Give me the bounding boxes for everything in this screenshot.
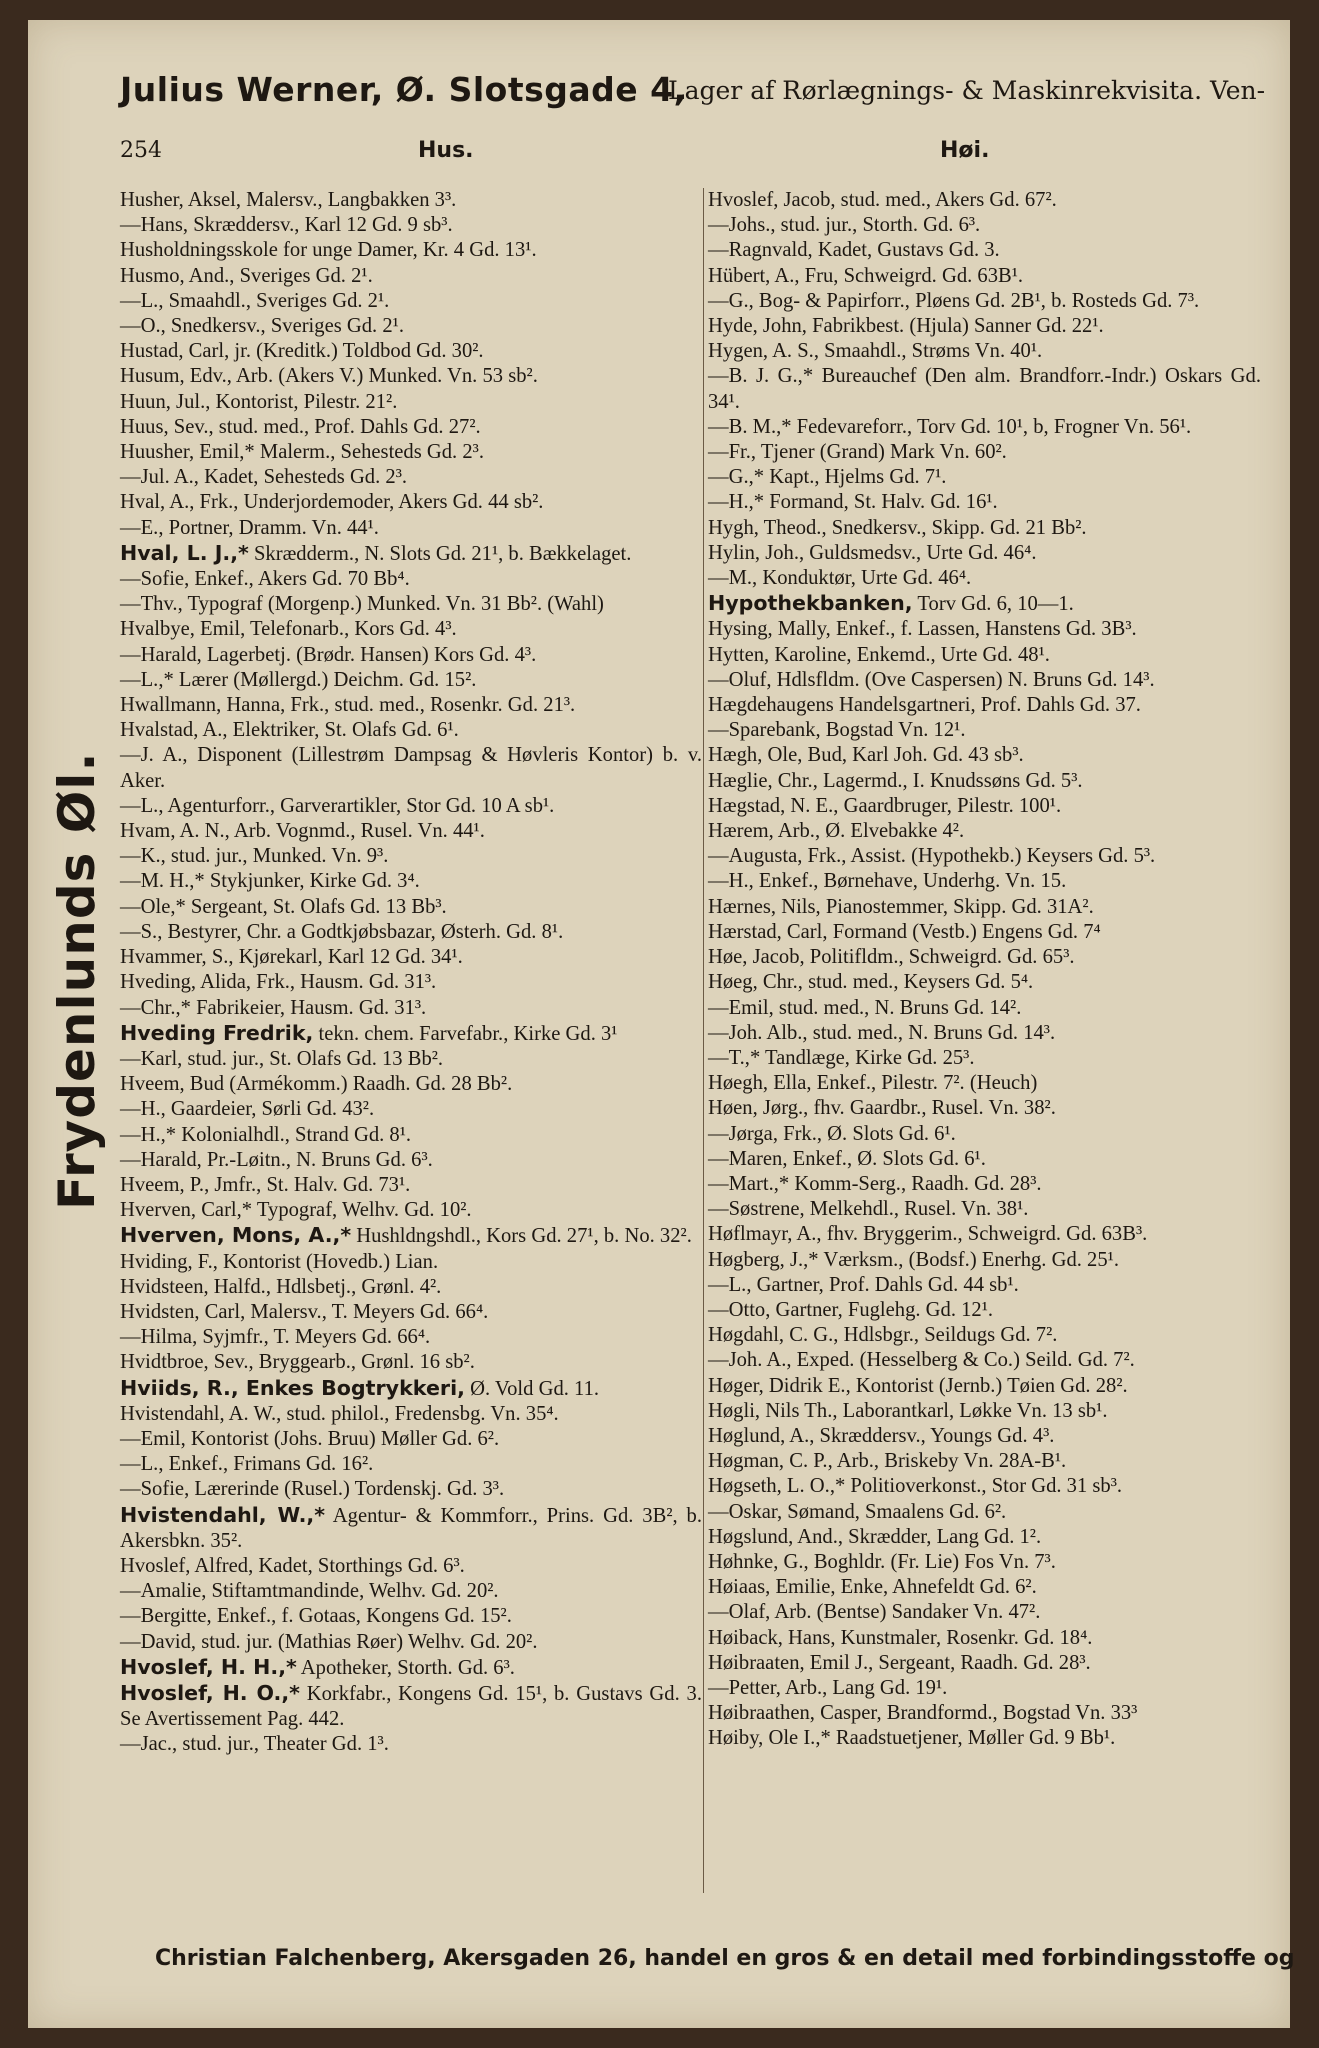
directory-entry bbox=[708, 1374, 1261, 1399]
entry-text: —H.,* Kolonialhdl., Strand Gd. 8¹. bbox=[120, 1123, 412, 1146]
directory-entry bbox=[708, 1298, 1261, 1323]
entry-text: Høe, Jacob, Politifldm., Schweigrd. Gd. 65³. bbox=[708, 946, 1075, 969]
right-column bbox=[708, 188, 1261, 1752]
directory-entry bbox=[120, 693, 702, 718]
directory-entry bbox=[120, 996, 702, 1021]
entry-text: —B. J. G.,* Bureauchef (Den alm. Brandforr.-Indr.) Oskars Gd. 34¹. bbox=[708, 365, 1261, 413]
directory-entry bbox=[120, 1123, 702, 1148]
directory-entry bbox=[708, 516, 1261, 541]
entry-text: Hægdehaugens Handelsgartneri, Prof. Dahls Gd. 37. bbox=[708, 694, 1141, 717]
directory-entry bbox=[708, 1021, 1261, 1046]
entry-text: —Olaf, Arb. (Bentse) Sandaker Vn. 47². bbox=[708, 1601, 1041, 1624]
directory-entry bbox=[708, 643, 1261, 668]
entry-text: Høibraathen, Casper, Brandformd., Bogstad Vn. 33³ bbox=[708, 1702, 1138, 1725]
directory-entry bbox=[708, 1122, 1261, 1147]
entry-text: —L., Smaahdl., Sveriges Gd. 2¹. bbox=[120, 289, 390, 312]
entry-text: Høgli, Nils Th., Laborantkarl, Løkke Vn. 13 sb¹. bbox=[708, 1399, 1108, 1422]
entry-text: —Joh. Alb., stud. med., N. Bruns Gd. 14³. bbox=[708, 1021, 1056, 1044]
entry-text: —L., Enkef., Frimans Gd. 16². bbox=[120, 1453, 374, 1476]
directory-entry bbox=[120, 567, 702, 592]
directory-entry bbox=[120, 1300, 702, 1325]
entry-text: Husum, Edv., Arb. (Akers V.) Munked. Vn. 53 sb². bbox=[120, 365, 538, 388]
directory-entry bbox=[120, 1350, 702, 1375]
directory-entry bbox=[708, 819, 1261, 844]
entry-text: Hvistendahl, A. W., stud. philol., Fredensbg. Vn. 35⁴. bbox=[120, 1402, 559, 1425]
entry-text: Huus, Sev., stud. med., Prof. Dahls Gd. 27². bbox=[120, 415, 481, 438]
entry-text: Hvalbye, Emil, Telefonarb., Kors Gd. 4³. bbox=[120, 618, 457, 641]
entry-text: Korkfabr., Kongens Gd. 15¹, b. Gustavs Gd. 3. Se Avertissement Pag. 442. bbox=[120, 1682, 702, 1731]
entry-text: Høgslund, And., Skrædder, Lang Gd. 1². bbox=[708, 1525, 1042, 1548]
directory-entry bbox=[120, 490, 702, 515]
entry-name-bold: Hvoslef, H. O.,* bbox=[120, 1680, 300, 1705]
entry-text: Hysing, Mally, Enkef., f. Lassen, Hanstens Gd. 3B³. bbox=[708, 618, 1137, 641]
entry-text: Hytten, Karoline, Enkemd., Urte Gd. 48¹. bbox=[708, 643, 1050, 666]
directory-entry bbox=[120, 1604, 702, 1629]
entry-text: Apotheker, Storth. Gd. 6³. bbox=[296, 1656, 515, 1679]
entry-text: Agentur- & Kommforr., Prins. Gd. 3B², b. Akersbkn. 35². bbox=[120, 1504, 702, 1552]
directory-entry bbox=[708, 996, 1261, 1021]
directory-entry bbox=[120, 1148, 702, 1173]
directory-entry bbox=[708, 1500, 1261, 1525]
directory-entry bbox=[120, 1097, 702, 1122]
entry-name-bold: Hverven, Mons, A.,* bbox=[120, 1223, 352, 1248]
directory-entry bbox=[708, 1273, 1261, 1298]
directory-entry bbox=[120, 1223, 702, 1249]
entry-text: —Harald, Lagerbetj. (Brødr. Hansen) Kors Gd. 4³. bbox=[120, 643, 537, 666]
directory-entry bbox=[120, 1275, 702, 1300]
directory-entry bbox=[120, 314, 702, 339]
directory-entry bbox=[120, 465, 702, 490]
directory-entry bbox=[120, 592, 702, 617]
entry-name-bold: Hval, L. J.,* bbox=[120, 540, 249, 565]
entry-text: Hveem, Bud (Armékomm.) Raadh. Gd. 28 Bb². bbox=[120, 1073, 513, 1096]
entry-text: Hvalstad, A., Elektriker, St. Olafs Gd. 6¹. bbox=[120, 719, 459, 742]
entry-text: —Emil, stud. med., N. Bruns Gd. 14². bbox=[708, 996, 1022, 1019]
entry-text: Høiby, Ole I.,* Raadstuetjener, Møller Gd. 9 Bb¹. bbox=[708, 1727, 1116, 1750]
entry-text: Skrædderm., N. Slots Gd. 21¹, b. Bækkelaget. bbox=[248, 542, 632, 565]
entry-text: Hviding, F., Kontorist (Hovedb.) Lian. bbox=[120, 1250, 439, 1273]
entry-text: —Karl, stud. jur., St. Olafs Gd. 13 Bb². bbox=[120, 1047, 444, 1070]
entry-text: —Chr.,* Fabrikeier, Hausm. Gd. 31³. bbox=[120, 996, 427, 1019]
entry-text: —B. M.,* Fedevareforr., Torv Gd. 10¹, b, Frogner Vn. 56¹. bbox=[708, 415, 1192, 438]
directory-entry bbox=[120, 1376, 702, 1402]
entry-text: —L., Gartner, Prof. Dahls Gd. 44 sb¹. bbox=[708, 1273, 1019, 1296]
directory-entry bbox=[120, 516, 702, 541]
entry-text: Husholdningsskole for unge Damer, Kr. 4 Gd. 13¹. bbox=[120, 239, 537, 262]
entry-text: —S., Bestyrer, Chr. a Godtkjøbsbazar, Østerh. Gd. 8¹. bbox=[120, 920, 564, 943]
entry-text: Hvidsten, Carl, Malersv., T. Meyers Gd. 66⁴. bbox=[120, 1300, 489, 1323]
directory-entry bbox=[120, 1250, 702, 1275]
directory-entry bbox=[708, 1449, 1261, 1474]
directory-entry bbox=[708, 668, 1261, 693]
directory-entry bbox=[708, 289, 1261, 314]
entry-text: —K., stud. jur., Munked. Vn. 9³. bbox=[120, 845, 389, 868]
directory-entry bbox=[708, 591, 1261, 617]
directory-entry bbox=[708, 566, 1261, 591]
page-number: 254 bbox=[120, 138, 162, 163]
directory-entry bbox=[708, 1525, 1261, 1550]
entry-text: Hvidtbroe, Sev., Bryggearb., Grønl. 16 sb². bbox=[120, 1351, 475, 1374]
entry-name-bold: Hveding Fredrik, bbox=[120, 1020, 314, 1045]
directory-entry bbox=[708, 920, 1261, 945]
entry-text: —Maren, Enkef., Ø. Slots Gd. 6¹. bbox=[708, 1147, 986, 1170]
directory-entry bbox=[708, 1474, 1261, 1499]
directory-entry bbox=[120, 844, 702, 869]
entry-text: —O., Snedkersv., Sveriges Gd. 2¹. bbox=[120, 315, 404, 338]
directory-entry bbox=[120, 643, 702, 668]
entry-text: —G.,* Kapt., Hjelms Gd. 7¹. bbox=[708, 466, 947, 489]
entry-text: Hvoslef, Alfred, Kadet, Storthings Gd. 6³. bbox=[120, 1554, 465, 1577]
directory-entry bbox=[708, 238, 1261, 263]
entry-text: —Oskar, Sømand, Smaalens Gd. 6². bbox=[708, 1500, 1007, 1523]
directory-entry bbox=[120, 1047, 702, 1072]
entry-text: Husmo, And., Sveriges Gd. 2¹. bbox=[120, 264, 373, 287]
directory-entry bbox=[708, 1248, 1261, 1273]
entry-text: —Augusta, Frk., Assist. (Hypothekb.) Keysers Gd. 5³. bbox=[708, 845, 1156, 868]
entry-text: Hvammer, S., Kjørekarl, Karl 12 Gd. 34¹. bbox=[120, 946, 463, 969]
entry-text: —H.,* Formand, St. Halv. Gd. 16¹. bbox=[708, 491, 998, 514]
entry-text: Husher, Aksel, Malersv., Langbakken 3³. bbox=[120, 189, 457, 211]
directory-entry bbox=[120, 1173, 702, 1198]
directory-entry bbox=[708, 1046, 1261, 1071]
directory-entry bbox=[120, 945, 702, 970]
entry-text: —M., Konduktør, Urte Gd. 46⁴. bbox=[708, 567, 972, 590]
entry-text: Hveem, P., Jmfr., St. Halv. Gd. 73¹. bbox=[120, 1173, 411, 1196]
entry-text: —M. H.,* Stykjunker, Kirke Gd. 3⁴. bbox=[120, 870, 420, 893]
directory-entry bbox=[708, 1575, 1261, 1600]
entry-text: Høglund, A., Skræddersv., Youngs Gd. 4³. bbox=[708, 1424, 1055, 1447]
directory-entry bbox=[120, 1198, 702, 1223]
entry-name-bold: Hvistendahl, W.,* bbox=[120, 1502, 326, 1527]
directory-entry bbox=[708, 794, 1261, 819]
entry-text: —Ole,* Sergeant, St. Olafs Gd. 13 Bb³. bbox=[120, 895, 447, 918]
directory-entry bbox=[120, 718, 702, 743]
entry-text: Hvoslef, Jacob, stud. med., Akers Gd. 67². bbox=[708, 189, 1057, 211]
entry-text: —L.,* Lærer (Møllergd.) Deichm. Gd. 15². bbox=[120, 668, 477, 691]
directory-entry bbox=[120, 264, 702, 289]
directory-entry bbox=[120, 238, 702, 263]
entry-text: —Hans, Skræddersv., Karl 12 Gd. 9 sb³. bbox=[120, 214, 453, 237]
entry-text: Hærstad, Carl, Formand (Vestb.) Engens Gd. 7⁴ bbox=[708, 920, 1101, 943]
entry-text: Hveding, Alida, Frk., Hausm. Gd. 31³. bbox=[120, 971, 437, 994]
entry-text: Høflmayr, A., fhv. Bryggerim., Schweigrd. Gd. 63B³. bbox=[708, 1223, 1148, 1246]
directory-entry bbox=[708, 213, 1261, 238]
entry-text: Høgman, C. P., Arb., Briskeby Vn. 28A-B¹. bbox=[708, 1450, 1067, 1473]
entry-text: Hægstad, N. E., Gaardbruger, Pilestr. 100¹. bbox=[708, 794, 1062, 817]
entry-text: —Sparebank, Bogstad Vn. 12¹. bbox=[708, 719, 966, 742]
directory-entry bbox=[708, 1323, 1261, 1348]
directory-entry bbox=[120, 1452, 702, 1477]
entry-text: Hvidsteen, Halfd., Hdlsbetj., Grønl. 4². bbox=[120, 1275, 442, 1298]
directory-entry bbox=[708, 1197, 1261, 1222]
directory-entry bbox=[708, 1626, 1261, 1651]
entry-text: Høgdahl, C. G., Hdlsbgr., Seildugs Gd. 7². bbox=[708, 1324, 1058, 1347]
directory-entry bbox=[120, 819, 702, 844]
left-column-head: Hus. bbox=[418, 138, 474, 163]
entry-text: Hustad, Carl, jr. (Kreditk.) Toldbod Gd. 30². bbox=[120, 340, 484, 363]
directory-entry bbox=[708, 1676, 1261, 1701]
entry-text: Hübert, A., Fru, Schweigrd. Gd. 63B¹. bbox=[708, 264, 1024, 287]
entry-text: —Joh. A., Exped. (Hesselberg & Co.) Seild. Gd. 7². bbox=[708, 1349, 1135, 1372]
entry-name-bold: Hypothekbanken, bbox=[708, 591, 913, 616]
directory-entry bbox=[120, 213, 702, 238]
directory-entry bbox=[120, 1325, 702, 1350]
directory-entry bbox=[708, 743, 1261, 768]
entry-text: —Jørga, Frk., Ø. Slots Gd. 6¹. bbox=[708, 1122, 956, 1145]
directory-entry bbox=[120, 1630, 702, 1655]
side-advertisement: Frydenlunds Øl. bbox=[48, 751, 106, 1210]
directory-entry bbox=[708, 1222, 1261, 1247]
directory-entry bbox=[708, 1096, 1261, 1121]
directory-entry bbox=[120, 440, 702, 465]
entry-text: Hærem, Arb., Ø. Elvebakke 4². bbox=[708, 820, 965, 843]
directory-entry bbox=[708, 895, 1261, 920]
directory-entry bbox=[708, 945, 1261, 970]
directory-entry bbox=[708, 1071, 1261, 1096]
entry-text: Høgberg, J.,* Værksm., (Bodsf.) Enerhg. Gd. 25¹. bbox=[708, 1248, 1119, 1271]
entry-name-bold: Hvoslef, H. H.,* bbox=[120, 1654, 297, 1679]
entry-text: —Otto, Gartner, Fuglehg. Gd. 12¹. bbox=[708, 1298, 994, 1321]
directory-entry bbox=[708, 617, 1261, 642]
entry-text: Høgseth, L. O.,* Politioverkonst., Stor Gd. 31 sb³. bbox=[708, 1475, 1123, 1498]
entry-text: —Jac., stud. jur., Theater Gd. 1³. bbox=[120, 1733, 389, 1756]
entry-text: Hverven, Carl,* Typograf, Welhv. Gd. 10². bbox=[120, 1199, 472, 1222]
directory-entry bbox=[120, 1072, 702, 1097]
directory-entry bbox=[708, 339, 1261, 364]
directory-entry bbox=[120, 869, 702, 894]
directory-entry bbox=[708, 1600, 1261, 1625]
entry-text: Høhnke, G., Boghldr. (Fr. Lie) Fos Vn. 7³. bbox=[708, 1550, 1056, 1573]
entry-name-bold: Hviids, R., Enkes Bogtrykkeri, bbox=[120, 1375, 465, 1400]
entry-text: —T.,* Tandlæge, Kirke Gd. 25³. bbox=[708, 1046, 975, 1069]
directory-entry bbox=[120, 541, 702, 567]
entry-text: Hærnes, Nils, Pianostemmer, Skipp. Gd. 31A². bbox=[708, 895, 1094, 918]
header-advertiser: Julius Werner, Ø. Slotsgade 4, bbox=[120, 70, 687, 109]
directory-entry bbox=[120, 1554, 702, 1579]
entry-text: —H., Enkef., Børnehave, Underhg. Vn. 15. bbox=[708, 870, 1067, 893]
column-divider bbox=[703, 188, 704, 1893]
entry-text: Høeg, Chr., stud. med., Keysers Gd. 5⁴. bbox=[708, 971, 1034, 994]
directory-entry bbox=[708, 314, 1261, 339]
entry-text: Høiback, Hans, Kunstmaler, Rosenkr. Gd. 18⁴. bbox=[708, 1626, 1093, 1649]
directory-entry bbox=[708, 188, 1261, 213]
directory-entry bbox=[120, 339, 702, 364]
entry-text: —Sofie, Enkef., Akers Gd. 70 Bb⁴. bbox=[120, 568, 410, 591]
directory-entry bbox=[708, 718, 1261, 743]
directory-entry bbox=[708, 1424, 1261, 1449]
entry-text: tekn. chem. Farvefabr., Kirke Gd. 3¹ bbox=[313, 1022, 618, 1045]
directory-entry bbox=[708, 1550, 1261, 1575]
entry-text: Høegh, Ella, Enkef., Pilestr. 7². (Heuch) bbox=[708, 1072, 1038, 1095]
directory-entry bbox=[708, 415, 1261, 440]
entry-text: Høiaas, Emilie, Enke, Ahnefeldt Gd. 6². bbox=[708, 1576, 1037, 1599]
entry-text: Hval, A., Frk., Underjordemoder, Akers Gd. 44 sb². bbox=[120, 491, 544, 514]
directory-entry bbox=[120, 1427, 702, 1452]
header-advertisement: Lager af Rørlægnings- & Maskinrekvisita. Ven- bbox=[668, 76, 1266, 105]
entry-text: —Sofie, Lærerinde (Rusel.) Tordenskj. Gd. 3³. bbox=[120, 1478, 505, 1501]
entry-text: Hushldngshdl., Kors Gd. 27¹, b. No. 32². bbox=[351, 1225, 692, 1248]
directory-entry bbox=[120, 1732, 702, 1757]
directory-entry bbox=[120, 1477, 702, 1502]
directory-entry bbox=[708, 1399, 1261, 1424]
entry-text: —H., Gaardeier, Sørli Gd. 43². bbox=[120, 1098, 375, 1121]
directory-entry bbox=[708, 844, 1261, 869]
directory-entry bbox=[120, 920, 702, 945]
entry-text: Høen, Jørg., fhv. Gaardbr., Rusel. Vn. 38². bbox=[708, 1097, 1056, 1120]
directory-entry bbox=[120, 1655, 702, 1681]
entry-text: Torv Gd. 6, 10—1. bbox=[912, 593, 1074, 616]
directory-entry bbox=[708, 869, 1261, 894]
page-header bbox=[120, 70, 1266, 109]
entry-text: —E., Portner, Dramm. Vn. 44¹. bbox=[120, 516, 379, 539]
directory-entry bbox=[708, 465, 1261, 490]
entry-text: —Oluf, Hdlsfldm. (Ove Caspersen) N. Bruns Gd. 14³. bbox=[708, 668, 1155, 691]
directory-entry bbox=[120, 1579, 702, 1604]
entry-text: —Ragnvald, Kadet, Gustavs Gd. 3. bbox=[708, 239, 1000, 262]
directory-entry bbox=[708, 490, 1261, 515]
entry-text: Hyde, John, Fabrikbest. (Hjula) Sanner Gd. 22¹. bbox=[708, 315, 1104, 338]
entry-text: —Harald, Pr.-Løitn., N. Bruns Gd. 6³. bbox=[120, 1148, 433, 1171]
directory-entry bbox=[708, 970, 1261, 995]
entry-text: Høger, Didrik E., Kontorist (Jernb.) Tøien Gd. 28². bbox=[708, 1374, 1128, 1397]
directory-entry bbox=[708, 769, 1261, 794]
directory-entry bbox=[120, 364, 702, 389]
directory-entry bbox=[120, 895, 702, 920]
right-column-head: Høi. bbox=[940, 138, 990, 163]
entry-text: —Petter, Arb., Lang Gd. 19¹. bbox=[708, 1676, 948, 1699]
entry-text: Hygh, Theod., Snedkersv., Skipp. Gd. 21 Bb². bbox=[708, 516, 1087, 539]
entry-text: Hylin, Joh., Guldsmedsv., Urte Gd. 46⁴. bbox=[708, 541, 1037, 564]
directory-entry bbox=[708, 1348, 1261, 1373]
directory-entry bbox=[708, 364, 1261, 414]
entry-text: Høibraaten, Emil J., Sergeant, Raadh. Gd. 28³. bbox=[708, 1651, 1091, 1674]
entry-text: —Amalie, Stiftamtmandinde, Welhv. Gd. 20². bbox=[120, 1580, 499, 1603]
directory-entry bbox=[120, 1503, 702, 1554]
directory-entry bbox=[708, 1701, 1261, 1726]
left-column bbox=[120, 188, 702, 1758]
directory-entry bbox=[120, 390, 702, 415]
directory-entry bbox=[120, 617, 702, 642]
entry-text: Hægh, Ole, Bud, Karl Joh. Gd. 43 sb³. bbox=[708, 744, 1024, 767]
entry-text: —Jul. A., Kadet, Sehesteds Gd. 2³. bbox=[120, 466, 408, 489]
entry-text: Hvam, A. N., Arb. Vognmd., Rusel. Vn. 44¹. bbox=[120, 820, 485, 843]
entry-text: —Hilma, Syjmfr., T. Meyers Gd. 66⁴. bbox=[120, 1326, 431, 1349]
directory-entry bbox=[120, 188, 702, 213]
directory-entry bbox=[708, 440, 1261, 465]
entry-text: Hwallmann, Hanna, Frk., stud. med., Rosenkr. Gd. 21³. bbox=[120, 694, 576, 717]
directory-entry bbox=[120, 1021, 702, 1047]
entry-text: Hæglie, Chr., Lagermd., I. Knudssøns Gd. 5³. bbox=[708, 769, 1083, 792]
entry-text: Huusher, Emil,* Malerm., Sehesteds Gd. 2³. bbox=[120, 441, 484, 464]
directory-entry bbox=[120, 415, 702, 440]
directory-entry bbox=[120, 743, 702, 793]
entry-text: —David, stud. jur. (Mathias Røer) Welhv. Gd. 20². bbox=[120, 1630, 538, 1653]
entry-text: —G., Bog- & Papirforr., Pløens Gd. 2B¹, b. Rosteds Gd. 7³. bbox=[708, 289, 1200, 312]
entry-text: —Mart.,* Komm-Serg., Raadh. Gd. 28³. bbox=[708, 1172, 1042, 1195]
running-head bbox=[120, 138, 1250, 168]
directory-entry bbox=[708, 264, 1261, 289]
entry-text: —Bergitte, Enkef., f. Gotaas, Kongens Gd. 15². bbox=[120, 1605, 512, 1628]
entry-text: Ø. Vold Gd. 11. bbox=[464, 1377, 600, 1400]
entry-text: —Søstrene, Melkehdl., Rusel. Vn. 38¹. bbox=[708, 1198, 1029, 1221]
entry-text: Hygen, A. S., Smaahdl., Strøms Vn. 40¹. bbox=[708, 340, 1043, 363]
directory-entry bbox=[120, 668, 702, 693]
directory-entry bbox=[708, 1172, 1261, 1197]
directory-entry bbox=[120, 289, 702, 314]
entry-text: —Emil, Kontorist (Johs. Bruu) Møller Gd. 6². bbox=[120, 1427, 500, 1450]
entry-text: —L., Agenturforr., Garverartikler, Stor Gd. 10 A sb¹. bbox=[120, 794, 555, 817]
entry-text: —Fr., Tjener (Grand) Mark Vn. 60². bbox=[708, 441, 1007, 464]
entry-text: —J. A., Disponent (Lillestrøm Dampsag & Høvleris Kontor) b. v. Aker. bbox=[120, 744, 702, 792]
entry-text: —Thv., Typograf (Morgenp.) Munked. Vn. 31 Bb². (Wahl) bbox=[120, 593, 604, 616]
directory-entry bbox=[708, 693, 1261, 718]
directory-entry bbox=[708, 541, 1261, 566]
entry-text: —Johs., stud. jur., Storth. Gd. 6³. bbox=[708, 214, 981, 237]
directory-entry bbox=[120, 1402, 702, 1427]
directory-entry bbox=[120, 1681, 702, 1732]
directory-entry bbox=[708, 1651, 1261, 1676]
entry-text: Huun, Jul., Kontorist, Pilestr. 21². bbox=[120, 390, 398, 413]
directory-entry bbox=[708, 1726, 1261, 1751]
footer-advertisement: Christian Falchenberg, Akersgaden 26, handel en gros & en detail med forbindingsstoffe og bbox=[155, 1946, 1295, 1971]
directory-entry bbox=[120, 970, 702, 995]
directory-entry bbox=[120, 794, 702, 819]
directory-entry bbox=[708, 1147, 1261, 1172]
